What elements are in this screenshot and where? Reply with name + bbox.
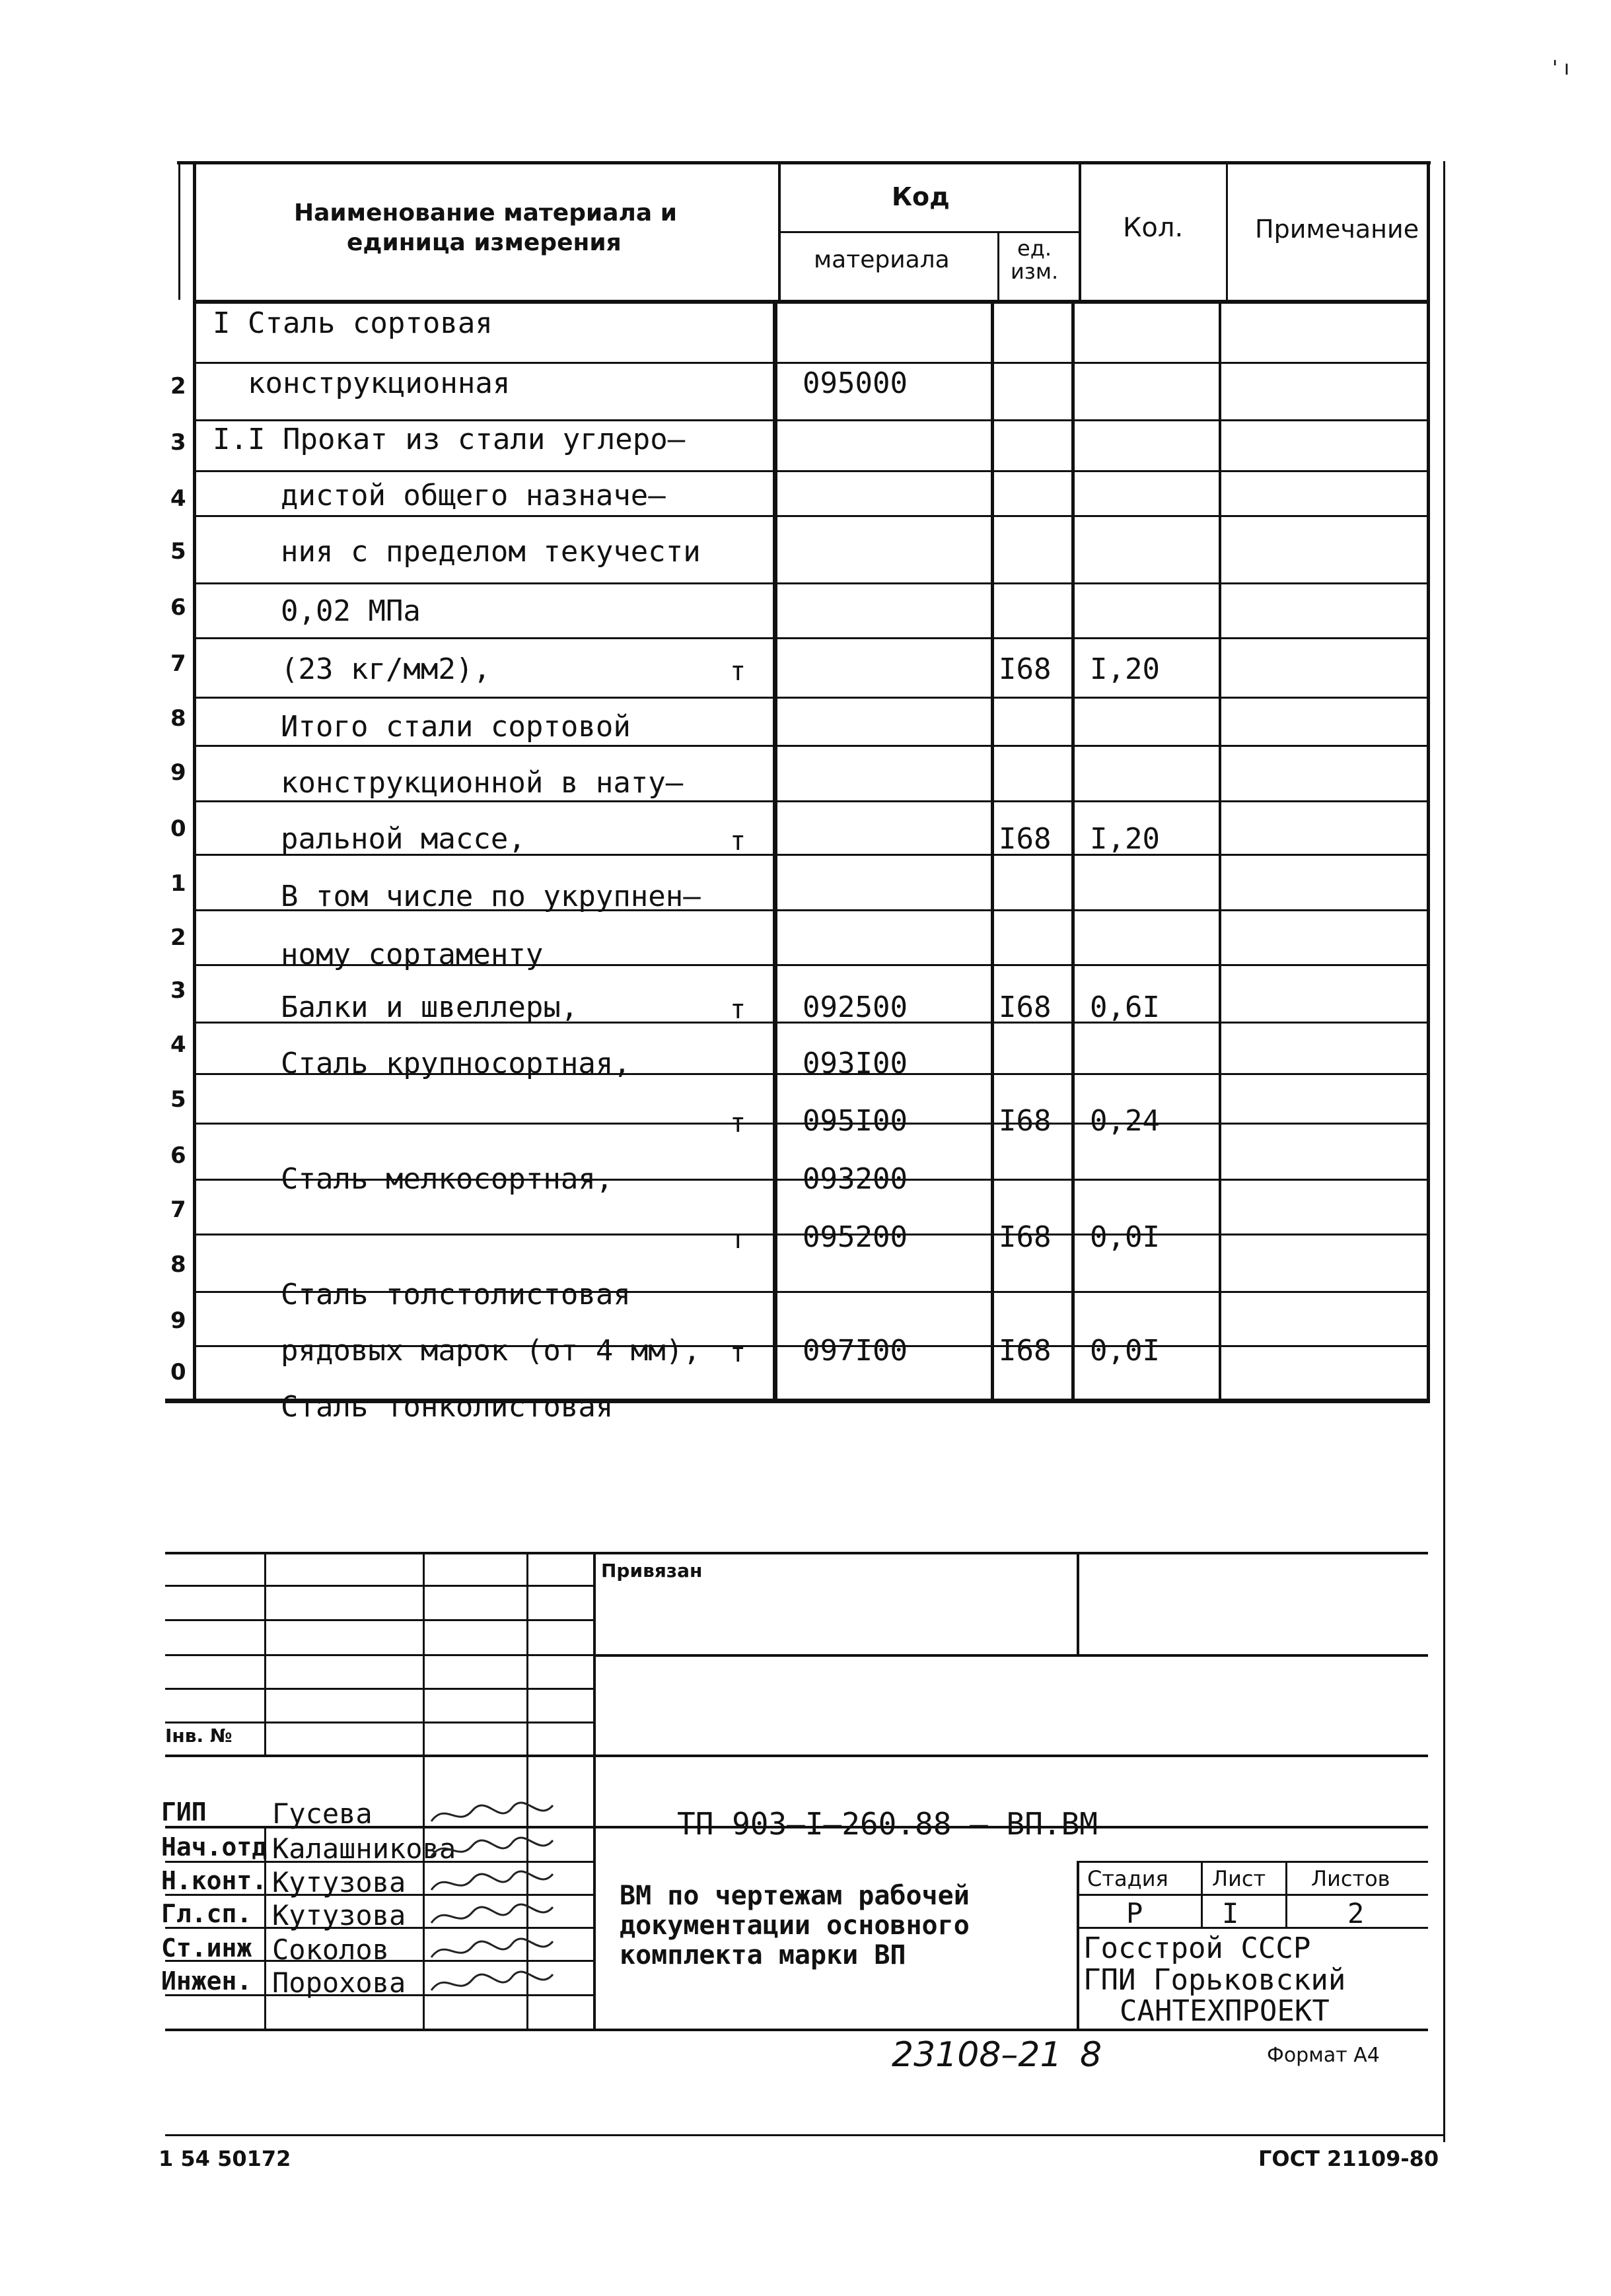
row-name: конструкционная — [248, 366, 511, 400]
row-divider — [193, 362, 1427, 364]
row-material-code: 095I00 — [803, 1104, 908, 1138]
row-name: рядовых марок (от 4 мм), — [281, 1334, 701, 1368]
format-label: Формат А4 — [1267, 2044, 1380, 2067]
row-material-code: 097I00 — [803, 1334, 908, 1368]
row-name: Итого стали сортовой — [281, 710, 631, 744]
row-material-code: 093200 — [803, 1162, 908, 1196]
corner-mark: ' ı — [1552, 57, 1570, 80]
header-qty-label: Кол. — [1123, 213, 1184, 243]
row-name: ральной массе, — [281, 822, 526, 856]
signer-name: Калашникова — [272, 1832, 456, 1865]
row-material-code: 095000 — [803, 366, 908, 400]
signature-scribble — [426, 1799, 558, 1830]
document-title-line-1: ВМ по чертежам рабочей — [620, 1881, 970, 1911]
row-name: 0,02 МПа — [281, 594, 421, 628]
header-material-label: материала — [814, 246, 950, 273]
row-name: I.I Прокат из стали углеро– — [213, 423, 686, 456]
row-name: ния с пределом текучести — [281, 535, 701, 569]
sheet-label: Лист — [1212, 1866, 1266, 1891]
row-unit-code: I68 — [999, 822, 1052, 856]
row-number: 2 — [170, 373, 186, 400]
row-number: 6 — [170, 594, 186, 621]
stage-label: Стадия — [1087, 1866, 1168, 1891]
row-divider — [193, 637, 1427, 639]
signer-role: Гл.сп. — [161, 1899, 252, 1928]
row-divider — [193, 470, 1427, 472]
header-code-label: Код — [892, 182, 950, 211]
row-divider — [193, 419, 1427, 421]
row-name: Сталь крупносортная, — [281, 1047, 631, 1080]
row-unit-mark: т — [730, 826, 746, 856]
row-quantity: 0,0I — [1090, 1334, 1160, 1368]
row-number: 5 — [170, 538, 186, 565]
inventory-label: Інв. № — [165, 1725, 233, 1747]
signature-scribble — [426, 1968, 558, 2000]
stage-value: Р — [1126, 1897, 1143, 1930]
row-number: 8 — [170, 705, 186, 732]
row-unit-mark: т — [730, 1338, 746, 1368]
sheets-label: Листов — [1311, 1866, 1390, 1891]
row-number: 8 — [170, 1251, 186, 1278]
signer-role: Инжен. — [161, 1966, 252, 1996]
row-name: Балки и швеллеры, — [281, 991, 579, 1024]
footer-left: 1 54 50172 — [159, 2146, 291, 2171]
header-name-label-2: единица измерения — [347, 229, 622, 256]
signer-name: Порохова — [272, 1966, 406, 1999]
row-name: I Сталь сортовая — [213, 306, 493, 340]
row-unit-mark: т — [730, 994, 746, 1025]
signer-role: ГИП — [161, 1797, 207, 1826]
row-quantity: I,20 — [1090, 652, 1160, 686]
row-number: 4 — [170, 1031, 186, 1058]
row-number: 7 — [170, 1197, 186, 1223]
row-number: 3 — [170, 977, 186, 1004]
row-unit-code: I68 — [999, 652, 1052, 686]
row-number: 6 — [170, 1142, 186, 1169]
header-unit-label-2: изм. — [1011, 259, 1059, 284]
header-name-label: Наименование материала и — [294, 199, 677, 226]
row-divider — [193, 582, 1427, 584]
row-quantity: I,20 — [1090, 822, 1160, 856]
row-unit-mark: т — [730, 656, 746, 687]
row-name: Сталь мелкосортная, — [281, 1162, 614, 1196]
signature-scribble — [426, 1935, 558, 1966]
row-quantity: 0,6I — [1090, 991, 1160, 1024]
row-number: 0 — [170, 1359, 186, 1385]
row-unit-mark: т — [730, 1108, 746, 1138]
row-number: 0 — [170, 816, 186, 842]
org-line-2: ГПИ Горьковский — [1083, 1963, 1346, 1997]
row-divider — [193, 745, 1427, 747]
row-number: 2 — [170, 924, 186, 951]
row-name: Сталь тонколистовая — [281, 1390, 614, 1424]
signature-scribble — [426, 1867, 558, 1899]
row-divider — [193, 515, 1427, 517]
document-title-line-2: документации основного — [620, 1910, 970, 1941]
row-name: (23 кг/мм2), — [281, 652, 491, 686]
sheet-value: I — [1222, 1897, 1239, 1930]
signer-name: Соколов — [272, 1933, 390, 1966]
signature-scribble — [426, 1900, 558, 1932]
document-title-line-3: комплекта марки ВП — [620, 1940, 906, 1970]
org-line-3: САНТЕХПРОЕКТ — [1120, 1994, 1330, 2028]
row-number: 5 — [170, 1086, 186, 1113]
row-number: 7 — [170, 650, 186, 677]
row-name: Сталь толстолистовая — [281, 1278, 631, 1311]
row-unit-code: I68 — [999, 991, 1052, 1024]
row-number: 9 — [170, 1307, 186, 1334]
row-number: 4 — [170, 485, 186, 512]
signature-scribble — [426, 1834, 558, 1865]
signer-name: Кутузова — [272, 1866, 406, 1898]
row-number: 3 — [170, 429, 186, 456]
row-quantity: 0,24 — [1090, 1104, 1160, 1138]
bound-label: Привязан — [601, 1560, 703, 1582]
signer-name: Кутузова — [272, 1899, 406, 1931]
row-unit-code: I68 — [999, 1334, 1052, 1368]
row-material-code: 093I00 — [803, 1047, 908, 1080]
handwritten-sheet: 8 — [1080, 2035, 1102, 2075]
org-line-1: Госстрой СССР — [1083, 1931, 1311, 1965]
row-divider — [193, 800, 1427, 802]
row-number: 9 — [170, 759, 186, 786]
row-divider — [193, 697, 1427, 699]
row-name: дистой общего назначе– — [281, 479, 666, 512]
row-name: В том числе по укрупнен– — [281, 880, 701, 913]
row-unit-code: I68 — [999, 1220, 1052, 1254]
row-unit-mark: т — [730, 1224, 746, 1255]
row-name: ному сортаменту — [281, 938, 544, 971]
row-material-code: 092500 — [803, 991, 908, 1024]
handwritten-number: 23108–21 — [892, 2035, 1062, 2075]
signer-role: Н.конт. — [161, 1866, 268, 1895]
signer-role: Ст.инж — [161, 1933, 252, 1963]
row-unit-code: I68 — [999, 1104, 1052, 1138]
row-name: конструкционной в нату– — [281, 766, 684, 800]
row-number: 1 — [170, 870, 186, 897]
row-material-code: 095200 — [803, 1220, 908, 1254]
document-code: ТП 903–I–260.88 – ВП.ВМ — [677, 1806, 1098, 1842]
footer-right: ГОСТ 21109-80 — [1258, 2146, 1439, 2171]
sheets-value: 2 — [1347, 1897, 1365, 1930]
signer-role: Нач.отд — [161, 1832, 268, 1861]
row-quantity: 0,0I — [1090, 1220, 1160, 1254]
signer-name: Гусева — [272, 1797, 373, 1830]
header-note-label: Примечание — [1255, 215, 1419, 244]
header-unit-label: ед. — [1017, 236, 1052, 261]
